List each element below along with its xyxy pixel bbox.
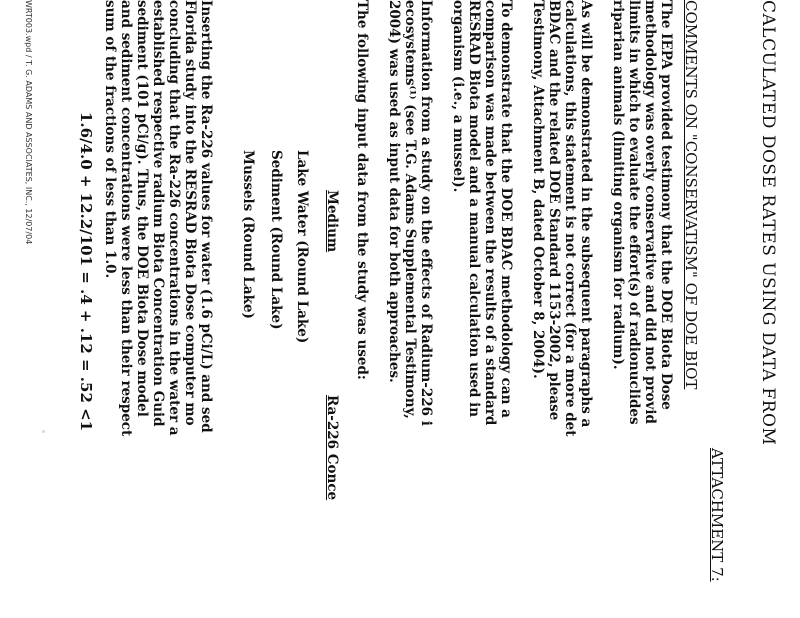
paragraph-line: As will be demonstrated in the subsequent paragraphs a xyxy=(578,0,594,428)
paragraph-line: To demonstrate that the DOE BDAC methodology can a xyxy=(498,0,514,418)
paragraph-line: The IEPA provided testimony that the DOE Biota Dose xyxy=(658,0,674,410)
paragraph-line: limits in which to evaluate the effort(s) of radionuclides xyxy=(626,0,642,425)
paragraph-line: riparian animals (limiting organism for radium). xyxy=(610,0,626,370)
table-row: Mussels (Round Lake) xyxy=(240,150,256,319)
paragraph-line: comparison was made between the results of a standard xyxy=(482,0,498,426)
paragraph-line: BDAC and the related DOE Standard 1153-2002, please xyxy=(546,0,562,421)
table-row: Lake Water (Round Lake) xyxy=(294,150,310,344)
paragraph-line: Testimony, Attachment B, dated October 8, 2004). xyxy=(530,0,546,379)
comments-heading: COMMENTS ON "CONSERVATISM" OF DOE BIOT xyxy=(682,0,700,390)
sum-of-fractions-equation: 1.6/4.0 + 12.2/101 = .4 + .12 = .52 <1 xyxy=(77,112,95,432)
paragraph-line: organism (i.e., a mussel). xyxy=(450,0,466,193)
table-header-concentration: Ra-226 Conce xyxy=(324,395,340,501)
paragraph-line: and sediment concentrations were less than their respect xyxy=(118,0,134,437)
paragraph-line: established respective radium Biota Concentration Guid xyxy=(150,0,166,427)
paragraph-line: The following input data from the study was used: xyxy=(354,0,370,380)
page-title: CALCULATED DOSE RATES USING DATA FROM xyxy=(758,0,778,446)
paragraph-line: RESRAD Biota model and a manual calculation used in xyxy=(466,0,482,418)
page-footer: WRT003.wpd / T. G. ADAMS AND ASSOCIATES, INC., 12/07/04 xyxy=(24,0,33,245)
paragraph-line: concluding that the Ra-226 concentrations in the water a xyxy=(166,0,182,436)
paragraph-line: ecosystems⁽¹⁾ (see T.G. Adams Supplemental Testimony, xyxy=(402,0,418,419)
paragraph-line: Information from a study on the effects of Radium-226 i xyxy=(418,0,434,426)
paragraph-line: Florida study into the RESRAD Biota Dose computer mo xyxy=(182,0,198,426)
paragraph-line: 2004) was used as input data for both approaches. xyxy=(386,0,402,383)
paragraph-line: Inserting the Ra-226 values for water (1.6 pCi/L) and sed xyxy=(198,0,214,433)
paragraph-line: sediment (101 pCi/g). Thus, the DOE Biota Dose model xyxy=(134,0,150,417)
paragraph-line: methodology was overly conservative and did not provid xyxy=(642,0,658,424)
paragraph-line: sum of the fractions of less than 1.0. xyxy=(102,0,118,279)
table-row: Sediment (Round Lake) xyxy=(268,150,284,330)
paragraph-line: calculations, this statement is not correct (for a more det xyxy=(562,0,578,437)
attachment-heading: ATTACHMENT 7: xyxy=(708,448,726,582)
scan-speck xyxy=(42,430,45,433)
table-header-medium: Medium xyxy=(324,190,340,253)
